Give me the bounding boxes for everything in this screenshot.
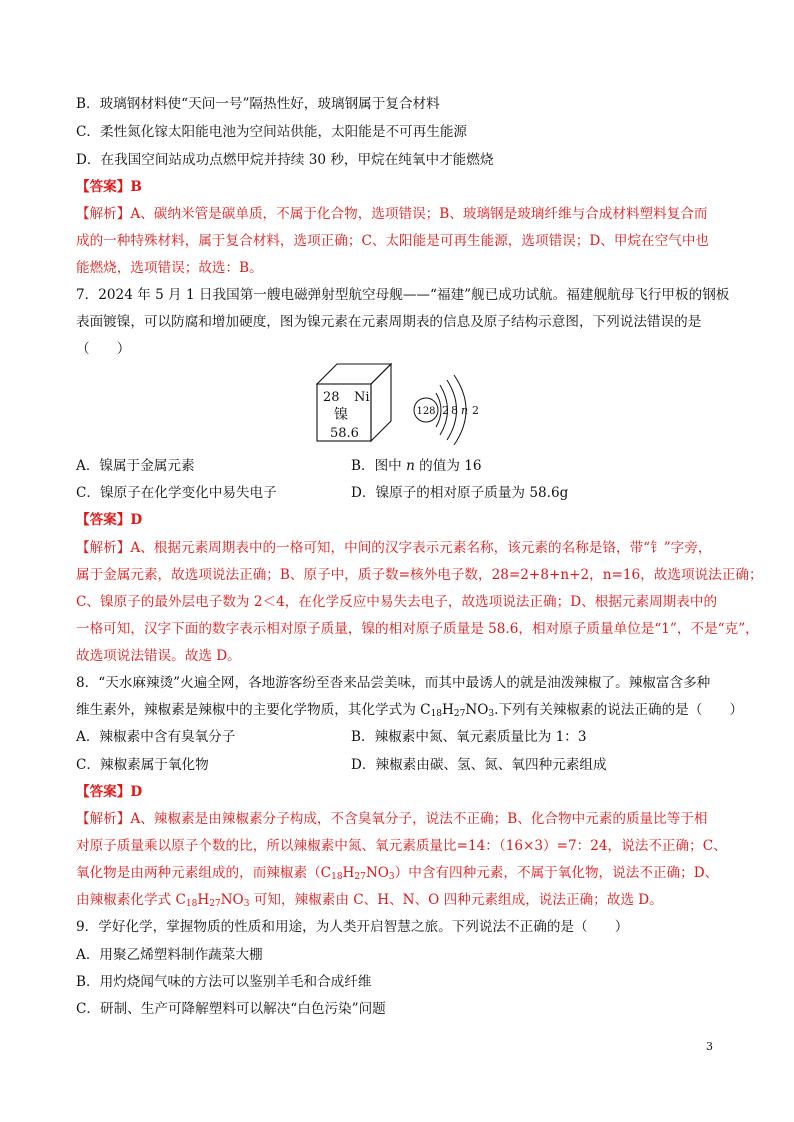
q7-answer: 【答案】D <box>76 512 143 528</box>
shell-1-electrons: 2 <box>442 404 449 417</box>
element-number: 28 <box>323 390 340 405</box>
q9-stem: 9．学好化学，掌握物质的性质和用途，为人类开启智慧之旅。下列说法不正确的是（ ） <box>76 919 629 935</box>
q8-option-b: B．辣椒素中氮、氧元素质量比为 1：3 <box>351 729 587 745</box>
q7-option-d: D．镍原子的相对原子质量为 58.6g <box>351 485 569 501</box>
q7-analysis-line-2: 属于金属元素，故选项说法正确；B、原子中，质子数=核外电子数，28=2+8+n+2，n=16，故选项说法正确； <box>76 567 763 583</box>
q7-stem-line-2: 表面镀镍，可以防腐和增加硬度，图为镍元素在元素周期表的信息及原子结构示意图，下列说法错误的是 <box>76 314 702 330</box>
element-card <box>317 364 391 441</box>
q6-answer: 【答案】B <box>76 179 142 195</box>
q6-analysis-line-2: 成的一种特殊材料，属于复合材料，选项正确；C、太阳能是可再生能源，选项错误；D、甲烷在空气中也 <box>76 233 710 249</box>
q9-option-b: B．用灼烧闻气味的方法可以鉴别羊毛和合成纤维 <box>76 974 372 990</box>
q9-option-a: A．用聚乙烯塑料制作蔬菜大棚 <box>76 947 263 963</box>
shell-2-electrons: 8 <box>451 404 458 417</box>
q8-option-a: A．辣椒素中含有臭氧分子 <box>76 729 236 745</box>
q6-option-b: B．玻璃钢材料使“天问一号”隔热性好，玻璃钢属于复合材料 <box>76 96 440 112</box>
q8-answer: 【答案】D <box>76 784 143 800</box>
q8-option-c: C．辣椒素属于氧化物 <box>76 757 209 773</box>
q8-stem-line-1: 8．“天水麻辣烫”火遍全网，各地游客纷至沓来品尝美味，而其中最诱人的就是油泼辣椒了。辣椒富含多种 <box>76 675 711 691</box>
q9-option-c: C．研制、生产可降解塑料可以解决“白色污染”问题 <box>76 1001 386 1017</box>
nucleus-label: 128 <box>416 406 436 417</box>
q7-option-a: A．镍属于金属元素 <box>76 458 195 474</box>
atom-structure-diagram <box>414 375 479 445</box>
element-mass: 58.6 <box>330 426 359 441</box>
q7-stem-line-3: （ ） <box>76 341 131 357</box>
q7-analysis-line-3: C、镍原子的最外层电子数为 2＜4，在化学反应中易失去电子，故选项说法正确；D、根据元素周期表中的 <box>76 594 718 610</box>
shell-3-electrons: n <box>461 404 469 417</box>
q8-analysis-line-4: 由辣椒素化学式 $C_{18}H_{27}NO_3$ 可知，辣椒素由 C、H、N、O 四种元素组成，说法正确；故选 D。 <box>76 892 663 909</box>
q6-analysis-line-1: 【解析】A、碳纳米管是碳单质，不属于化合物，选项错误；B、玻璃钢是玻璃纤维与合成材料塑料复合而 <box>76 206 708 222</box>
q8-option-d: D．辣椒素由碳、氢、氮、氧四种元素组成 <box>351 757 607 773</box>
q6-option-c: C．柔性氮化镓太阳能电池为空间站供能，太阳能是不可再生能源 <box>76 124 468 140</box>
q6-option-d: D．在我国空间站成功点燃甲烷并持续 30 秒，甲烷在纯氧中才能燃烧 <box>76 152 494 168</box>
q8-analysis-line-2: 对原子质量乘以原子个数的比，所以辣椒素中氮、氧元素质量比=14：（16×3）=7：24，说法不正确；C、 <box>76 838 727 854</box>
q8-analysis-line-1: 【解析】A、辣椒素是由辣椒素分子构成，不含臭氧分子，说法不正确；B、化合物中元素的质量比等于相 <box>76 811 708 827</box>
page-number: 3 <box>706 1040 713 1053</box>
q8-stem-line-2: 维生素外，辣椒素是辣椒中的主要化学物质，其化学式为 $C_{18}H_{27}NO_3$.下列有关辣椒素的说法正确的是（ ） <box>76 702 744 719</box>
q8-analysis-line-3: 氧化物是由两种元素组成的，而辣椒素$(C_{18}H_{27}NO_3)$中含有四种元素，不属于氧化物，说法不正确；D、 <box>76 865 719 882</box>
q7-option-b: B．图中 n 的值为 16 <box>351 458 482 474</box>
q7-analysis-line-4: 一格可知，汉字下面的数字表示相对原子质量，镍的相对原子质量是 58.6，相对原子质量单位是“1”，不是“克”， <box>76 621 759 637</box>
element-name: 镍 <box>334 407 348 423</box>
q7-stem-line-1: 7．2024 年 5 月 1 日我国第一艘电磁弹射型航空母舰——“福建”舰已成功试航。福建舰航母飞行甲板的钢板 <box>76 287 730 303</box>
element-symbol: Ni <box>354 390 370 405</box>
shell-4-electrons: 2 <box>472 404 479 417</box>
q7-analysis-line-1: 【解析】A、根据元素周期表中的一格可知，中间的汉字表示元素名称，该元素的名称是铬，带“钅”字旁， <box>76 540 712 556</box>
q7-option-c: C．镍原子在化学变化中易失电子 <box>76 485 277 501</box>
q7-analysis-line-5: 故选项说法错误。故选 D。 <box>76 648 241 664</box>
q6-analysis-line-3: 能燃烧，选项错误；故选：B。 <box>76 260 263 276</box>
